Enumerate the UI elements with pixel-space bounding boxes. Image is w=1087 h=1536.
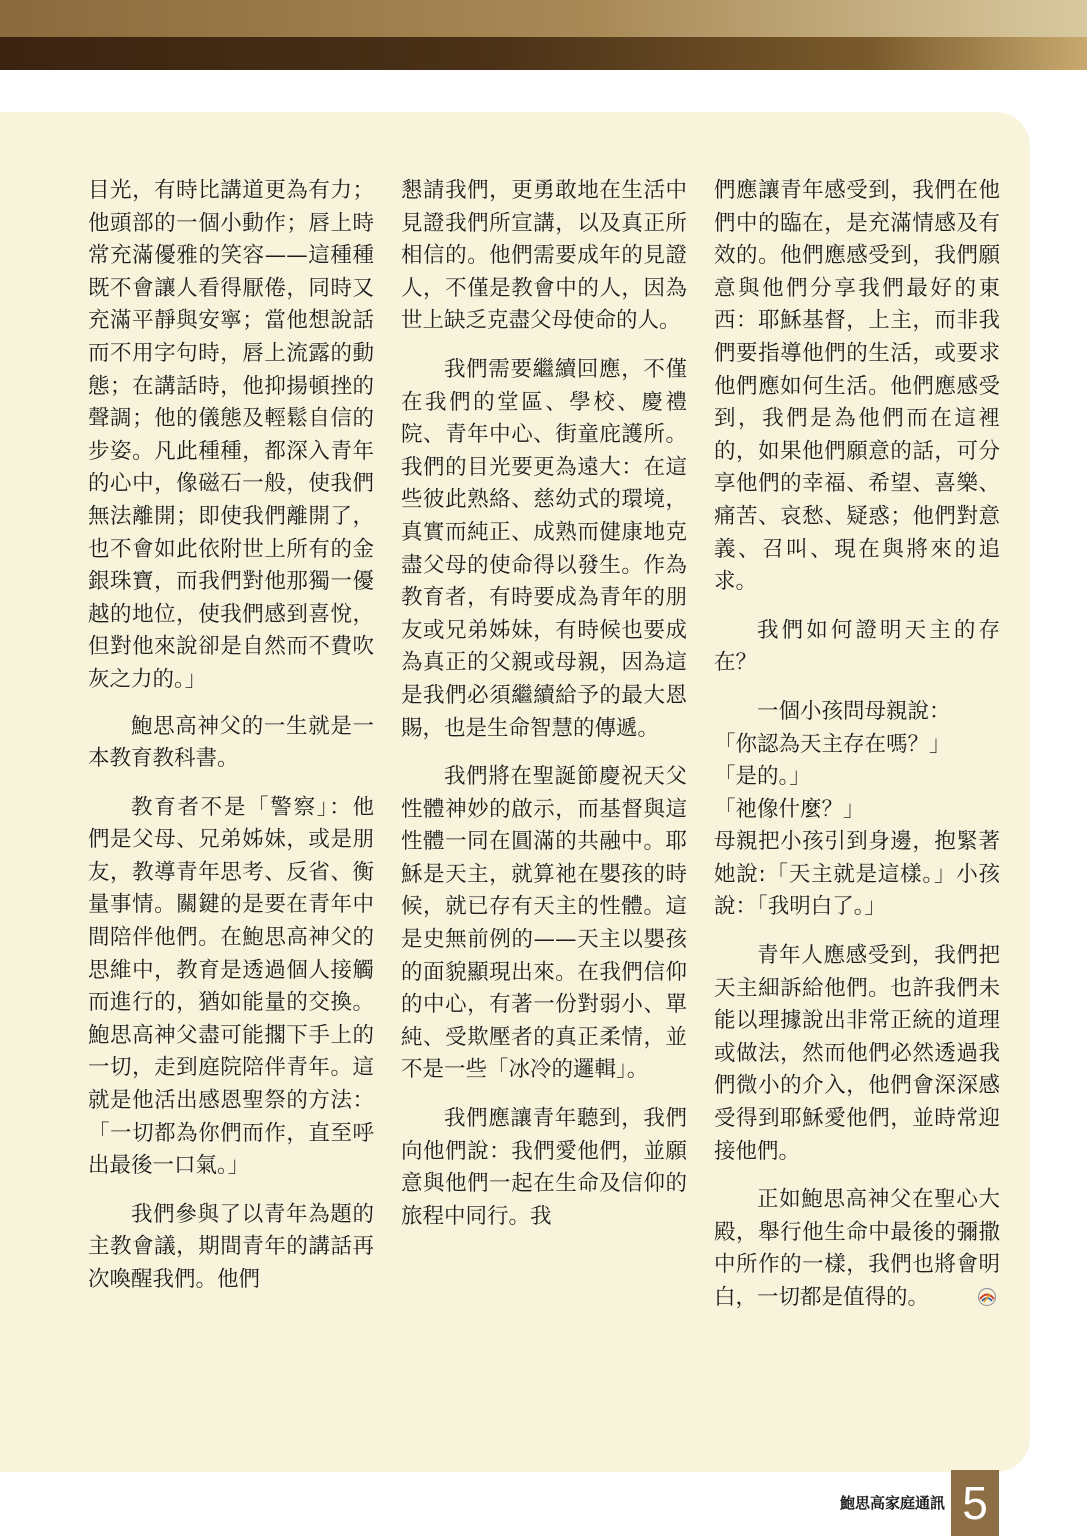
closing-paragraph <box>714 1184 1000 1314</box>
dialogue-line: 「你認為天主存在嗎？」 <box>714 731 951 757</box>
article-column-1 <box>88 175 374 1313</box>
paragraph: 我們如何證明天主的存在？ <box>714 617 1000 676</box>
paragraph: 目光，有時比講道更為有力；他頭部的一個小動作；唇上時常充滿優雅的笑容——這種種既不會讓人看得厭倦，同時又充滿平靜與安寧；當他想說話而不用字句時，唇上流露的動態；在講話時，他抑揚頓挫的聲調；他的儀態及輕鬆自信的步姿。凡此種種，都深入青年的心中，像磁石一般，使我們無法離開；即使我們離開了，也不會如此依附世上所有的金銀珠寶，而我們對他那獨一優越的地位，使我們感到喜悅，但對他來說卻是自然而不費吹灰之力的。」 <box>88 178 374 692</box>
article-column-3 <box>714 175 1000 1331</box>
dialogue-line: 「祂像什麼？」 <box>714 796 865 822</box>
paragraph: 一個小孩問母親說： <box>757 698 951 724</box>
paragraph: 母親把小孩引到身邊，抱緊著她說:「天主就是這樣。」小孩說：「我明白了。」 <box>714 829 1000 920</box>
dialogue-line: 「是的。」 <box>714 764 811 790</box>
page-number: 5 <box>951 1470 999 1536</box>
paragraph: 我們參與了以青年為題的主教會議，期間青年的講話再次喚醒我們。他們 <box>88 1201 374 1292</box>
paragraph: 我們需要繼續回應，不僅在我們的堂區、學校、慶禮院、青年中心、街童庇護所。我們的目光要更為遠大：在這些彼此熟絡、慈幼式的環境，真實而純正、成熟而健康地克盡父母的使命得以發生。作為教育者，有時要成為青年的朋友或兄弟姊妹，有時候也要成為真正的父親或母親，因為這是我們必須繼續給予的最大恩賜，也是生命智慧的傳遞。 <box>401 356 687 741</box>
header-band-brown <box>0 37 1087 70</box>
closing-text: 正如鮑思高神父在聖心大殿，舉行他生命中最後的彌撒中所作的一樣，我們也將會明白，一切都是值得的。 <box>714 1187 1000 1310</box>
publication-name: 鮑思高家庭通訊 <box>839 1494 945 1512</box>
paragraph: 我們應讓青年聽到，我們向他們說：我們愛他們，並願意與他們一起在生命及信仰的旅程中同行。我 <box>401 1106 687 1229</box>
paragraph: 青年人應感受到，我們把天主細訴給他們。也許我們未能以理據說出非常正統的道理或做法，然而他們必然透過我們微小的介入，他們會深深感受得到耶穌愛他們，並時常迎接他們。 <box>714 943 1000 1164</box>
salesian-logo-icon <box>933 1285 955 1305</box>
article-column-2 <box>401 175 687 1249</box>
header-band-gold <box>0 0 1087 37</box>
paragraph: 懇請我們，更勇敢地在生活中見證我們所宣講，以及真正所相信的。他們需要成年的見證人，不僅是教會中的人，因為世上缺乏克盡父母使命的人。 <box>401 178 687 334</box>
paragraph: 們應讓青年感受到，我們在他們中的臨在，是充滿情感及有效的。他們應感受到，我們願意與他們分享我們最好的東西：耶穌基督，上主，而非我們要指導他們的生活，或要求他們應如何生活。他們應感受到，我們是為他們而在這裡的，如果他們願意的話，可分享他們的幸福、希望、喜樂、痛苦、哀愁、疑惑；他們對意義、召叫、現在與將來的追求。 <box>714 178 1000 595</box>
paragraph: 鮑思高神父的一生就是一本教育教科書。 <box>88 713 374 772</box>
paragraph: 教育者不是「警察」：他們是父母、兄弟姊妹，或是朋友，教導青年思考、反省、衡量事情。關鍵的是要在青年中間陪伴他們。在鮑思高神父的思維中，教育是透過個人接觸而進行的，猶如能量的交換。鮑思高神父盡可能擱下手上的一切，走到庭院陪伴青年。這就是他活出感恩聖祭的方法：「一切都為你們而作，直至呼出最後一口氣。」 <box>88 794 374 1179</box>
paragraph: 我們將在聖誕節慶祝天父性體神妙的啟示，而基督與這性體一同在圓滿的共融中。耶穌是天主，就算祂在嬰孩的時候，就已存有天主的性體。這是史無前例的——天主以嬰孩的面貌顯現出來。在我們信仰的中心，有著一份對弱小、單純、受欺壓者的真正柔情，並不是一些「冰冷的邏輯」。 <box>401 764 687 1083</box>
